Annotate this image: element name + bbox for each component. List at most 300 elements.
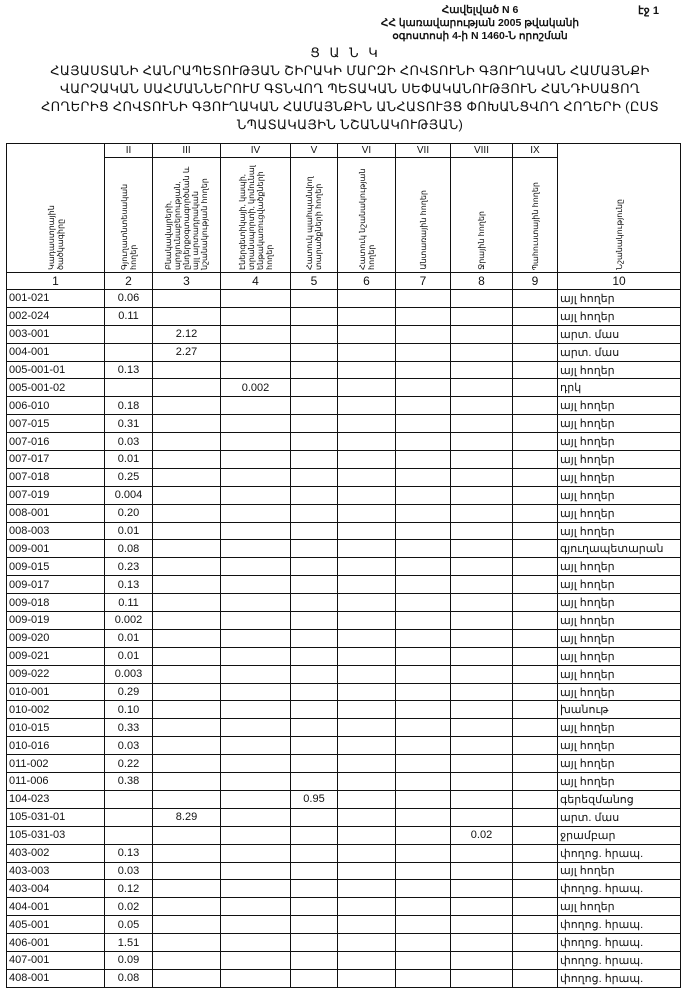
cadastral-code-cell: 010-002 <box>7 701 105 719</box>
purpose-cell: այլ հողեր <box>558 307 681 325</box>
area-cell <box>451 755 513 773</box>
cadastral-code-cell: 002-024 <box>7 307 105 325</box>
purpose-cell: այլ հողեր <box>558 755 681 773</box>
column-number: 10 <box>558 273 681 290</box>
area-cell <box>451 916 513 934</box>
table-row <box>7 629 681 647</box>
area-cell <box>451 951 513 969</box>
table-row <box>7 719 681 737</box>
cadastral-code-cell: 005-001-01 <box>7 361 105 379</box>
cadastral-code-cell: 009-022 <box>7 665 105 683</box>
area-cell <box>338 808 396 826</box>
purpose-cell: արտ. մաս <box>558 343 681 361</box>
area-cell <box>513 397 558 415</box>
area-cell: 8.29 <box>153 808 221 826</box>
area-cell <box>451 880 513 898</box>
area-cell <box>105 808 153 826</box>
area-cell: 0.05 <box>105 916 153 934</box>
column-header: Նշանակությունը <box>614 199 624 270</box>
area-cell <box>338 468 396 486</box>
area-cell <box>396 683 451 701</box>
area-cell <box>396 415 451 433</box>
area-cell: 2.27 <box>153 343 221 361</box>
cadastral-code-cell: 009-001 <box>7 540 105 558</box>
area-cell <box>513 558 558 576</box>
area-cell <box>221 773 291 791</box>
area-cell <box>153 629 221 647</box>
area-cell <box>221 755 291 773</box>
column-header-cell <box>291 158 338 273</box>
area-cell <box>221 826 291 844</box>
area-cell <box>513 719 558 737</box>
area-cell <box>513 701 558 719</box>
table-row <box>7 468 681 486</box>
table-row <box>7 612 681 630</box>
area-cell: 0.11 <box>105 307 153 325</box>
area-cell <box>451 701 513 719</box>
area-cell <box>153 540 221 558</box>
roman-numeral-cell: VII <box>396 144 451 158</box>
area-cell <box>221 540 291 558</box>
area-cell: 0.01 <box>105 647 153 665</box>
area-cell <box>451 719 513 737</box>
table-row <box>7 934 681 952</box>
column-number: 7 <box>396 273 451 290</box>
area-cell <box>105 826 153 844</box>
area-cell <box>513 647 558 665</box>
column-number-row <box>7 273 681 290</box>
purpose-cell: այլ հողեր <box>558 647 681 665</box>
area-cell <box>396 379 451 397</box>
area-cell <box>291 325 338 343</box>
area-cell <box>396 665 451 683</box>
purpose-cell: այլ հողեր <box>558 415 681 433</box>
cadastral-code-cell: 403-004 <box>7 880 105 898</box>
area-cell <box>221 880 291 898</box>
list-label: Ց Ա Ն Կ <box>310 45 381 60</box>
area-cell <box>338 951 396 969</box>
area-cell <box>291 343 338 361</box>
area-cell <box>396 844 451 862</box>
area-cell <box>513 540 558 558</box>
purpose-cell: արտ. մաս <box>558 808 681 826</box>
area-cell <box>396 612 451 630</box>
area-cell: 0.18 <box>105 397 153 415</box>
area-cell <box>451 433 513 451</box>
area-cell <box>291 898 338 916</box>
area-cell <box>451 773 513 791</box>
table-row <box>7 558 681 576</box>
area-cell <box>221 934 291 952</box>
area-cell <box>338 504 396 522</box>
area-cell <box>221 343 291 361</box>
cadastral-code-cell: 009-017 <box>7 576 105 594</box>
area-cell <box>153 307 221 325</box>
area-cell <box>451 629 513 647</box>
area-cell <box>513 325 558 343</box>
area-cell <box>338 629 396 647</box>
column-header: Էներգետիկայի, կապի, տրանսպորտի, կոմունալ ենթակառուցվածքների հողեր <box>237 165 274 270</box>
area-cell: 0.03 <box>105 433 153 451</box>
area-cell <box>291 307 338 325</box>
table-row <box>7 916 681 934</box>
area-cell <box>291 862 338 880</box>
area-cell <box>451 504 513 522</box>
area-cell <box>513 773 558 791</box>
area-cell <box>221 486 291 504</box>
area-cell: 0.11 <box>105 594 153 612</box>
table-row <box>7 594 681 612</box>
area-cell <box>221 701 291 719</box>
table-row <box>7 540 681 558</box>
table-row <box>7 808 681 826</box>
area-cell <box>221 844 291 862</box>
area-cell <box>451 415 513 433</box>
area-cell <box>396 576 451 594</box>
area-cell <box>396 934 451 952</box>
area-cell <box>291 647 338 665</box>
area-cell <box>338 916 396 934</box>
area-cell <box>396 737 451 755</box>
column-header: Գյուղատնտեսական հողեր <box>119 183 138 270</box>
purpose-cell: այլ հողեր <box>558 451 681 469</box>
column-number: 1 <box>7 273 105 290</box>
area-cell <box>451 522 513 540</box>
area-cell <box>338 558 396 576</box>
cadastral-code-cell: 007-016 <box>7 433 105 451</box>
table-row <box>7 522 681 540</box>
area-cell <box>513 468 558 486</box>
area-cell <box>291 665 338 683</box>
area-cell: 0.01 <box>105 522 153 540</box>
area-cell <box>396 826 451 844</box>
table-row <box>7 486 681 504</box>
cadastral-code-cell: 001-021 <box>7 290 105 308</box>
area-cell: 0.003 <box>105 665 153 683</box>
area-cell <box>338 880 396 898</box>
purpose-cell: այլ հողեր <box>558 612 681 630</box>
area-cell <box>291 969 338 987</box>
roman-numeral-cell: IX <box>513 144 558 158</box>
area-cell: 0.06 <box>105 290 153 308</box>
area-cell <box>396 397 451 415</box>
area-cell <box>513 486 558 504</box>
area-cell <box>396 486 451 504</box>
area-cell <box>153 683 221 701</box>
annex-line: ՀՀ կառավարության 2005 թվականի <box>380 17 580 29</box>
area-cell <box>291 558 338 576</box>
area-cell: 0.10 <box>105 701 153 719</box>
column-header-cell <box>153 158 221 273</box>
area-cell <box>291 594 338 612</box>
area-cell <box>338 862 396 880</box>
area-cell <box>513 415 558 433</box>
area-cell: 0.004 <box>105 486 153 504</box>
area-cell: 0.33 <box>105 719 153 737</box>
area-cell <box>451 468 513 486</box>
purpose-cell: այլ հողեր <box>558 361 681 379</box>
area-cell <box>291 540 338 558</box>
area-cell: 0.23 <box>105 558 153 576</box>
roman-numeral-cell: VIII <box>451 144 513 158</box>
area-cell <box>153 504 221 522</box>
cadastral-code-cell: 007-017 <box>7 451 105 469</box>
area-cell <box>221 576 291 594</box>
area-cell <box>396 451 451 469</box>
cadastral-code-cell: 009-020 <box>7 629 105 647</box>
area-cell <box>338 361 396 379</box>
area-cell <box>291 522 338 540</box>
roman-numeral-cell: VI <box>338 144 396 158</box>
area-cell <box>513 755 558 773</box>
purpose-cell: այլ հողեր <box>558 898 681 916</box>
cadastral-code-cell: 406-001 <box>7 934 105 952</box>
purpose-cell: այլ հողեր <box>558 290 681 308</box>
purpose-cell: այլ հողեր <box>558 522 681 540</box>
area-cell <box>153 361 221 379</box>
area-cell <box>338 415 396 433</box>
area-cell <box>513 504 558 522</box>
area-cell <box>451 361 513 379</box>
annex-reference <box>330 4 630 43</box>
area-cell <box>221 307 291 325</box>
purpose-cell: դրկ <box>558 379 681 397</box>
area-cell: 0.22 <box>105 755 153 773</box>
area-cell <box>153 290 221 308</box>
area-cell <box>396 468 451 486</box>
purpose-cell: այլ հողեր <box>558 558 681 576</box>
area-cell <box>153 558 221 576</box>
table-row <box>7 737 681 755</box>
cadastral-code-cell: 007-015 <box>7 415 105 433</box>
table-row <box>7 969 681 987</box>
area-cell <box>338 290 396 308</box>
area-cell <box>153 594 221 612</box>
area-cell <box>291 773 338 791</box>
area-cell <box>153 468 221 486</box>
purpose-cell: փողոց. հրապ. <box>558 934 681 952</box>
area-cell <box>513 594 558 612</box>
column-number: 5 <box>291 273 338 290</box>
area-cell <box>105 790 153 808</box>
area-cell: 0.20 <box>105 504 153 522</box>
area-cell <box>291 951 338 969</box>
column-header-cell <box>396 158 451 273</box>
purpose-cell: փողոց. հրապ. <box>558 951 681 969</box>
area-cell <box>338 647 396 665</box>
table-row <box>7 433 681 451</box>
area-cell: 0.002 <box>221 379 291 397</box>
area-cell <box>291 361 338 379</box>
column-header: Անտառային հողեր <box>418 190 428 270</box>
purpose-cell: փողոց. հրապ. <box>558 969 681 987</box>
area-cell <box>153 844 221 862</box>
area-cell <box>396 343 451 361</box>
table-row <box>7 290 681 308</box>
area-cell: 1.51 <box>105 934 153 952</box>
area-cell <box>338 307 396 325</box>
area-cell <box>396 361 451 379</box>
area-cell <box>221 594 291 612</box>
area-cell <box>338 665 396 683</box>
area-cell <box>291 451 338 469</box>
area-cell <box>396 898 451 916</box>
area-cell <box>451 647 513 665</box>
table-row <box>7 576 681 594</box>
area-cell <box>396 701 451 719</box>
column-header: Պահուստային հողեր <box>530 181 540 270</box>
area-cell <box>338 397 396 415</box>
area-cell <box>221 522 291 540</box>
area-cell <box>221 862 291 880</box>
area-cell <box>451 576 513 594</box>
area-cell <box>338 325 396 343</box>
area-cell: 0.25 <box>105 468 153 486</box>
area-cell: 0.13 <box>105 844 153 862</box>
table-row <box>7 415 681 433</box>
area-cell <box>221 325 291 343</box>
area-cell <box>153 397 221 415</box>
area-cell <box>513 934 558 952</box>
area-cell <box>221 898 291 916</box>
table-row <box>7 790 681 808</box>
area-cell: 0.09 <box>105 951 153 969</box>
area-cell <box>451 934 513 952</box>
area-cell <box>513 969 558 987</box>
area-cell <box>291 397 338 415</box>
column-header: Ջրային հողեր <box>477 211 486 270</box>
area-cell <box>291 504 338 522</box>
table-row <box>7 307 681 325</box>
column-header-cell <box>513 158 558 273</box>
area-cell <box>153 486 221 504</box>
area-cell <box>221 629 291 647</box>
area-cell <box>291 826 338 844</box>
table-row <box>7 647 681 665</box>
area-cell <box>153 433 221 451</box>
roman-numeral-row <box>7 144 681 158</box>
area-cell <box>396 290 451 308</box>
area-cell <box>513 576 558 594</box>
area-cell <box>513 790 558 808</box>
area-cell <box>451 540 513 558</box>
area-cell <box>153 880 221 898</box>
area-cell <box>291 719 338 737</box>
area-cell <box>451 397 513 415</box>
area-cell <box>451 898 513 916</box>
area-cell: 0.08 <box>105 969 153 987</box>
area-cell <box>338 594 396 612</box>
cadastral-code-cell: 408-001 <box>7 969 105 987</box>
area-cell <box>451 790 513 808</box>
column-header: Հատուկ պահպանվող տարածքների հողեր <box>305 176 323 270</box>
area-cell <box>513 898 558 916</box>
cadastral-code-cell: 009-021 <box>7 647 105 665</box>
area-cell <box>396 522 451 540</box>
column-number: 3 <box>153 273 221 290</box>
area-cell <box>513 307 558 325</box>
area-cell <box>291 755 338 773</box>
area-cell <box>451 969 513 987</box>
area-cell <box>153 773 221 791</box>
area-cell <box>451 612 513 630</box>
area-cell <box>338 755 396 773</box>
area-cell <box>338 719 396 737</box>
area-cell <box>513 916 558 934</box>
cadastral-code-cell: 011-002 <box>7 755 105 773</box>
area-cell <box>451 862 513 880</box>
area-cell <box>451 325 513 343</box>
table-row <box>7 773 681 791</box>
roman-numeral-cell: II <box>105 144 153 158</box>
area-cell <box>221 558 291 576</box>
area-cell <box>451 808 513 826</box>
table-row <box>7 397 681 415</box>
column-header: Կադաստրային ծածկագիրը <box>46 205 65 270</box>
cadastral-code-cell: 105-031-01 <box>7 808 105 826</box>
area-cell <box>291 683 338 701</box>
area-cell <box>338 451 396 469</box>
area-cell <box>451 558 513 576</box>
purpose-cell: գյուղապետարան <box>558 540 681 558</box>
area-cell <box>513 343 558 361</box>
area-cell <box>153 665 221 683</box>
table-row <box>7 665 681 683</box>
cadastral-code-cell: 010-001 <box>7 683 105 701</box>
cadastral-code-cell: 403-003 <box>7 862 105 880</box>
cadastral-code-cell: 008-003 <box>7 522 105 540</box>
column-number: 2 <box>105 273 153 290</box>
purpose-cell: այլ հողեր <box>558 719 681 737</box>
area-cell: 0.95 <box>291 790 338 808</box>
purpose-cell: փողոց. հրապ. <box>558 844 681 862</box>
column-header: Բնակավայրերի, արդյունաբերության, ընդերքօգտագործման և այլ արտադրական նշանակության հողեր <box>164 166 209 270</box>
area-cell <box>291 290 338 308</box>
area-cell <box>291 576 338 594</box>
area-cell <box>513 361 558 379</box>
purpose-cell: այլ հողեր <box>558 737 681 755</box>
cadastral-code-cell: 009-015 <box>7 558 105 576</box>
area-cell <box>451 683 513 701</box>
column-number: 8 <box>451 273 513 290</box>
area-cell <box>338 433 396 451</box>
area-cell <box>153 576 221 594</box>
area-cell <box>338 773 396 791</box>
column-number: 6 <box>338 273 396 290</box>
area-cell <box>451 343 513 361</box>
area-cell <box>451 290 513 308</box>
area-cell: 0.02 <box>451 826 513 844</box>
area-cell <box>396 594 451 612</box>
column-header-cell <box>451 158 513 273</box>
table-row <box>7 361 681 379</box>
table-row <box>7 755 681 773</box>
area-cell <box>396 916 451 934</box>
purpose-cell: այլ հողեր <box>558 665 681 683</box>
roman-numeral-cell: V <box>291 144 338 158</box>
area-cell <box>291 737 338 755</box>
table-row <box>7 343 681 361</box>
document-title: ՀԱՅԱՍՏԱՆԻ ՀԱՆՐԱՊԵՏՈՒԹՅԱՆ ՇԻՐԱԿԻ ՄԱՐԶԻ ՀՈՎՏՈՒՆԻ ԳՅՈՒՂԱԿԱՆ ՀԱՄԱՅՆՔԻ ՎԱՐՉԱԿԱՆ ՍԱՀՄԱՆՆԵՐՈՒՄ ԳՏՆՎՈՂ ՊԵՏԱԿԱՆ ՍԵՓԱԿԱՆՈՒԹՅՈՒՆ ՀԱՆԴԻՍԱՑՈՂ ՀՈՂԵՐԻՑ ՀՈՎՏՈՒՆԻ ԳՅՈՒՂԱԿԱՆ ՀԱՄԱՅՆՔԻՆ ԱՆՀԱՏՈՒՅՑ ՓՈԽԱՆՑՎՈՂ ՀՈՂԵՐԻ (ԸՍՏ ՆՊԱՏԱԿԱՅԻՆ ՆՇԱՆԱԿՈՒԹՅԱՆ) <box>41 63 659 132</box>
cadastral-code-cell: 008-001 <box>7 504 105 522</box>
land-table <box>6 143 681 988</box>
area-cell <box>221 683 291 701</box>
purpose-cell: այլ հողեր <box>558 397 681 415</box>
area-cell <box>338 379 396 397</box>
cadastral-code-cell: 010-016 <box>7 737 105 755</box>
cadastral-code-cell: 405-001 <box>7 916 105 934</box>
area-cell <box>153 522 221 540</box>
